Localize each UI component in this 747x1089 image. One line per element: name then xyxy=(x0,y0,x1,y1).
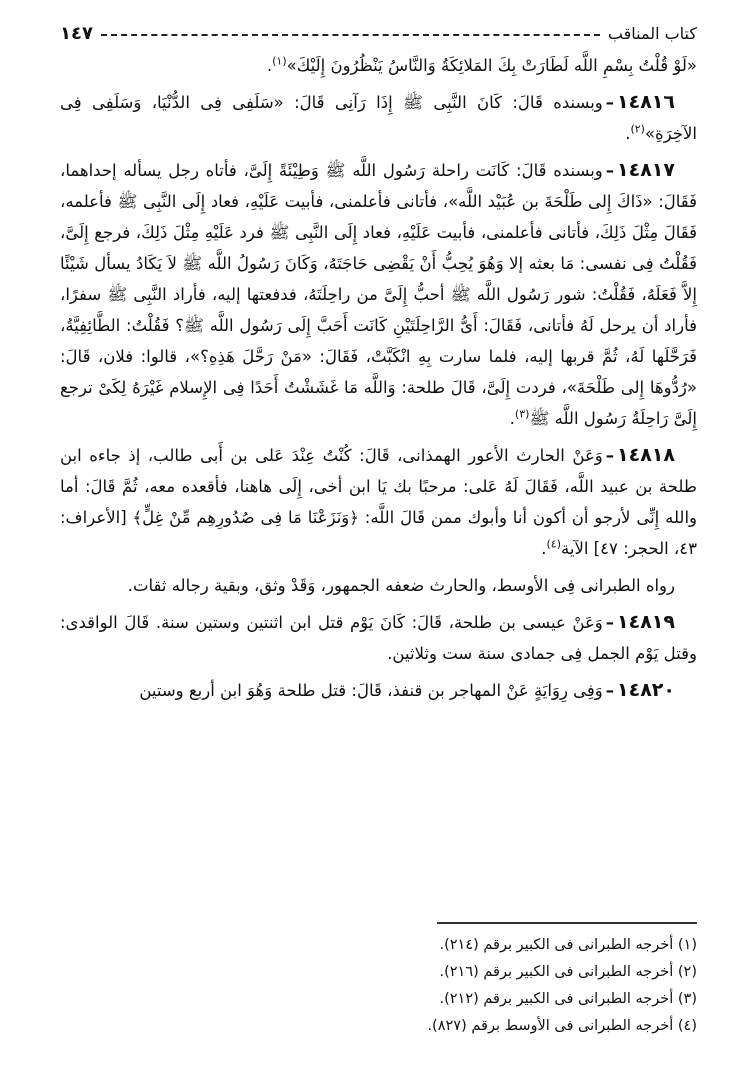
book-title: كتاب المناقب xyxy=(607,23,697,43)
paragraph-text: رواه الطبرانى فِى الأوسط، والحارث ضعفه الجمهور، وَقَدْ وثق، وبقية رجاله ثقات. xyxy=(127,576,675,595)
paragraph-tail: . xyxy=(266,56,273,75)
hadith-number: ١٤٨١٨ xyxy=(617,444,675,466)
separator-dash: – xyxy=(605,161,615,180)
paragraph-text: وبسنده قَالَ: كَانَت راحلة رَسُول اللَّه ﷺ وَطِيْئَةً إِلَىَّ، فأتاه رجل يسأله إحداهما، فَقَالَ: «ذَاكَ إِلى طَلْحَةَ بن عُبَيْد اللَّه»، فأتانى فأعلمنى، فأبيت عَلَيْهِ، فعاد إِلَى النَّبِى ﷺ فأعلمه، فَقَالَ مِثْلَ ذَلِكَ، فأتانى فأعلمنى، فأبيت عَلَيْهِ، فعاد إِلَى النَّبِى ﷺ فرد عَلَيْهِ مِثْلَ ذَلِكَ، فرجع إِلَىَّ، فَقُلْتُ فِى نفسى: مَا بعثه إلا وَهُوَ يُحِبُّ أَنْ يَقْضِى حَاجَتَهُ، وَكَانَ رَسُولُ اللَّه ﷺ لاَ يَكَادُ يسأل شَيْئًا إِلاَّ فَعَلَهُ، فَقُلْتُ: شور رَسُول اللَّه ﷺ أحبُّ إِلَىَّ من راحِلَتَهُ، فدفعتها إليه، فأراد النَّبِى ﷺ سفرًا، فأراد أن يرحل لَهُ فأتانى، فَقَالَ: أَىُّ الرَّاحِلَتَيْنِ كَانَت أَحَبَّ إِلَى رَسُول اللَّه ﷺ؟ فَقُلْتُ: الطَّائِفِيَّةُ، فَرَحَّلَها لَهُ، ثُمَّ قربها إليه، فلما سارت بِهِ انْكَبَّتْ، فَقَالَ: «مَنْ رَحَّلَ هَذِهِ؟»، قالوا: فلان، قَالَ: «رُدُّوهَا إِلى طَلْحَةَ»، فردت إِلَىَّ، قَالَ طلحة: وَاللَّه مَا غَشَشْتُ أَحَدًا فِى الإِسلام غَيْرَهُ لِكَىْ ترجع إِلَىَّ رَاحِلَةُ رَسُول اللَّه ﷺ xyxy=(60,161,697,428)
footnote-ref: (٤) xyxy=(546,537,561,551)
paragraph-tail: . xyxy=(625,124,631,143)
hadith-number: ١٤٨١٩ xyxy=(617,611,675,633)
page-number: ١٤٧ xyxy=(60,22,93,44)
hadith-14816 xyxy=(60,87,697,149)
hadith-14819 xyxy=(60,607,697,669)
hadith-14817 xyxy=(60,155,697,434)
paragraph-continuation xyxy=(60,50,697,81)
paragraph-text: «لَوْ قُلْتُ بِسْمِ اللَّه لَطَارَتْ بِكَ المَلائِكَةُ وَالنَّاسُ يَنْظُرُونَ إِلَيْكَ» xyxy=(286,56,697,75)
hadith-number: ١٤٨١٧ xyxy=(617,159,675,181)
footnote-3: (٣) أخرجه الطبرانى فى الكبير برقم (٢١٢). xyxy=(439,991,697,1007)
paragraph-text: وبسنده قَالَ: كَانَ النَّبِى ﷺ إِذَا رَآنِى قَالَ: «سَلَفِى فِى الدُّنْيَا، وَسَلَفِى فِى الآخِرَةِ» xyxy=(60,93,697,143)
footnote-ref: (١) xyxy=(272,54,287,68)
separator-dash: – xyxy=(605,93,615,112)
footnote-2: (٢) أخرجه الطبرانى فى الكبير برقم (٢١٦). xyxy=(439,964,697,980)
footnote-separator-rule xyxy=(437,922,697,924)
paragraph-tail: . xyxy=(509,409,515,428)
page-body xyxy=(60,18,697,712)
separator-dash: – xyxy=(605,613,615,632)
separator-dash: – xyxy=(605,446,615,465)
footnote-ref: (٢) xyxy=(630,122,645,136)
footnote-4: (٤) أخرجه الطبرانى فى الأوسط برقم (٨٢٧). xyxy=(427,1018,697,1034)
narration-note xyxy=(60,570,697,601)
paragraph-text: وَعَنْ الحارث الأعور الهمذانى، قَالَ: كُنْتُ عِنْدَ عَلى بن أَبى طالب، إذ جاءه ابن طلحة بن عبيد اللَّه، فَقَالَ لَهُ عَلى: مرحبًا بك يَا ابن أخى، إِلَى هاهنا، فأقعده معه، ثُمَّ قَالَ: أما والله إِنِّى لأرجو أن أكون أنا وأبوك ممن قَالَ اللَّه: ﴿وَنَزَعْنَا مَا فِى صُدُورِهِم مِّنْ غِلٍّ﴾ [الأعراف: ٤٣، الحجر: ٤٧] الآية xyxy=(60,446,697,558)
hadith-number: ١٤٨١٦ xyxy=(617,91,675,113)
hadith-14818 xyxy=(60,440,697,564)
paragraph-text: وَعَنْ عيسى بن طلحة، قَالَ: كَانَ يَوْم قتل ابن اثنتين وستين سنة. قَالَ الواقدى: وقتل يَوْم الجمل فِى جمادى سنة ست وثلاثين. xyxy=(60,613,697,663)
separator-dash: – xyxy=(605,681,615,700)
paragraph-tail: . xyxy=(541,539,547,558)
hadith-number: ١٤٨٢٠ xyxy=(617,679,675,701)
running-header xyxy=(60,18,697,48)
footnote-ref: (٣) xyxy=(514,407,530,421)
footnotes-section xyxy=(60,922,697,1040)
header-dashed-rule xyxy=(101,34,600,36)
footnote-1: (١) أخرجه الطبرانى فى الكبير برقم (٢١٤). xyxy=(439,937,697,953)
hadith-14820 xyxy=(60,675,697,706)
paragraph-text: وَفِى رِوَايَةٍ عَنْ المهاجر بن قنفذ، قَالَ: قتل طلحة وَهُوَ ابن أربع وستين xyxy=(139,681,603,700)
